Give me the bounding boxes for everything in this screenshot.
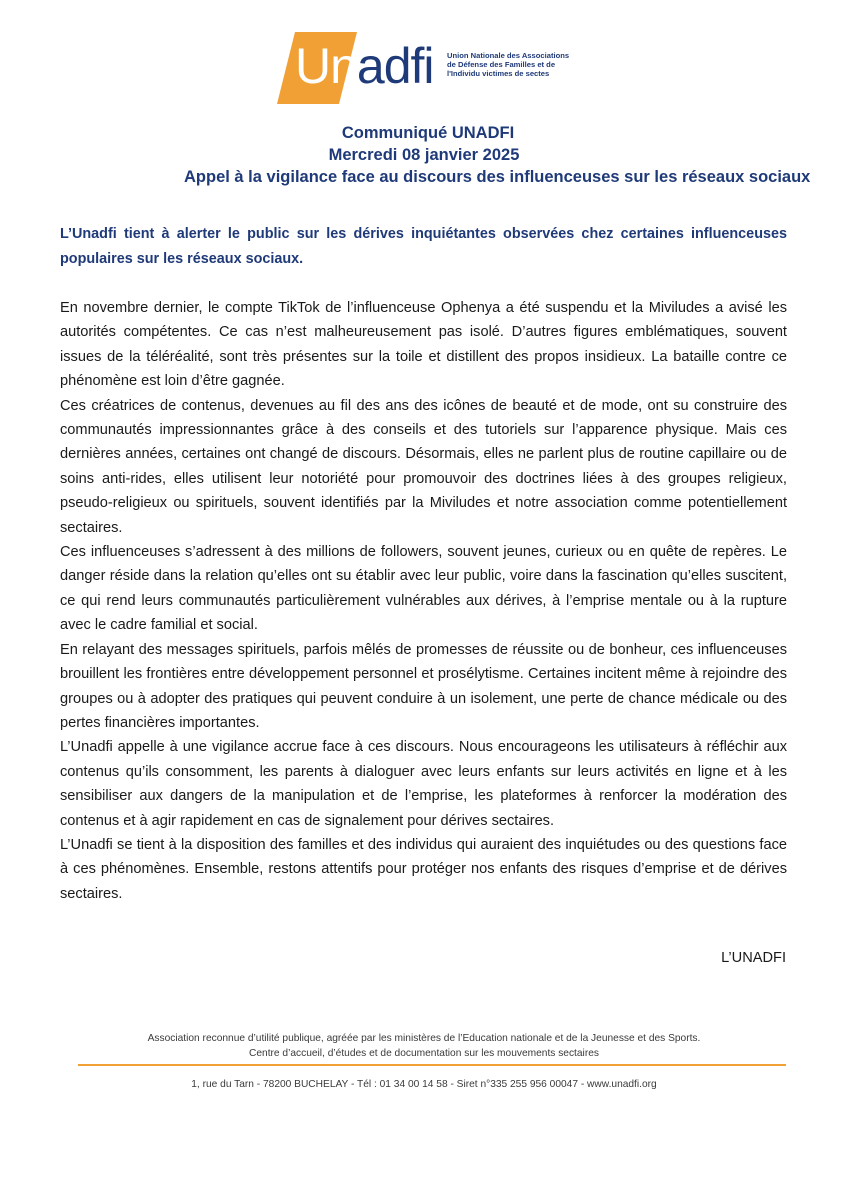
body-paragraph: Ces créatrices de contenus, devenues au fil des ans des icônes de beauté et de mode, ont su construire des communautés impressionnantes grâce à des conseils et des tutoriels sur l’apparence physique. Mais ces dernières années, certaines ont changé de discours. Désormais, elles ne parlent plus de routine capillaire ou de soins anti-rides, elles utilisent leur notoriété pour promouvoir des doctrines liées à des groupes religieux, pseudo-religieux ou spirituels, souvent identifiés par la Miviludes et notre association comme potentiellement sectaires. — [60, 397, 787, 536]
logo-tagline-line: de Défense des Familles et de — [447, 60, 556, 70]
footer-divider — [78, 1064, 786, 1066]
signature: L’UNADFI — [721, 950, 786, 966]
footer-address: 1, rue du Tarn - 78200 BUCHELAY - Tél : 01 34 00 14 58 - Siret n°335 255 956 00047 - www.unadfi.org — [191, 1079, 657, 1090]
body-paragraph: L’Unadfi se tient à la disposition des familles et des individus qui auraient des inquiétudes ou des questions face à ces phénomènes. Ensemble, restons attentifs pour protéger nos enfants des risques d’emprise et de dérives sectaires. — [60, 836, 787, 902]
header-title: Communiqué UNADFI — [341, 124, 515, 142]
footer-line: Association reconnue d’utilité publique, agréée par les ministères de l’Education nationale et de la Jeunesse et des Sports. — [147, 1033, 701, 1044]
logo-tagline-line: l'Individu victimes de sectes — [447, 69, 550, 79]
press-release-header — [60, 122, 811, 188]
footer-line: Centre d’accueil, d’études et de documentation sur les mouvements sectaires — [249, 1047, 599, 1059]
logo-wordmark — [295, 36, 434, 96]
logo-tagline-line: Union Nationale des Associations — [447, 51, 570, 60]
intro-paragraph: L’Unadfi tient à alerter le public sur les dérives inquiétantes observées chez certaines influenceuses populaires sur les réseaux sociaux. — [60, 226, 787, 267]
logo-wordmark-rest: adfi — [356, 38, 434, 94]
unadfi-logo — [275, 32, 570, 104]
header-date: Mercredi 08 janvier 2025 — [328, 146, 520, 164]
body-paragraph: En novembre dernier, le compte TikTok de l’influenceuse Ophenya a été suspendu et la Miviludes a avisé les autorités compétentes. Ce cas n’est malheureusement pas isolé. D’autres figures emblématiques, souvent issues de la téléréalité, sont très présentes sur la toile et distillent des propos insidieux. La bataille contre ce phénomène est loin d’être gagnée. — [60, 300, 787, 390]
header-headline: Appel à la vigilance face au discours des influenceuses sur les réseaux sociaux — [184, 168, 811, 186]
logo-wordmark-first: Un — [295, 38, 357, 94]
body-paragraph: L’Unadfi appelle à une vigilance accrue face à ces discours. Nous encourageons les utilisateurs à réfléchir aux contenus qu’ils consomment, les parents à dialoguer avec leurs enfants sur leurs activités en ligne et à les sensibiliser aux dangers de la manipulation et de l’emprise, les plateformes à renforcer la modération des contenus et à agir rapidement en cas de signalement pour dérives sectaires. — [60, 739, 787, 829]
body-paragraph: En relayant des messages spirituels, parfois mêlés de promesses de réussite ou de bonheur, ces influenceuses brouillent les frontières entre développement personnel et prosélytisme. Certaines incitent même à rejoindre des groupes ou à adopter des pratiques qui peuvent conduire à un isolement, une perte de chance médicale ou des pertes financières importantes. — [60, 641, 787, 731]
footer-credentials — [60, 1032, 788, 1061]
body-paragraph: Ces influenceuses s’adressent à des millions de followers, souvent jeunes, curieux ou en quête de repères. Le danger réside dans la relation qu’elles ont su établir avec leur public, voire dans la fascination qu’elles suscitent, ce qui rend leurs communautés particulièrement vulnérables aux dérives, à l’emprise mentale ou à la rupture avec le cadre familial et social. — [60, 544, 787, 634]
press-release-body — [60, 222, 787, 906]
logo-tagline — [447, 51, 577, 79]
